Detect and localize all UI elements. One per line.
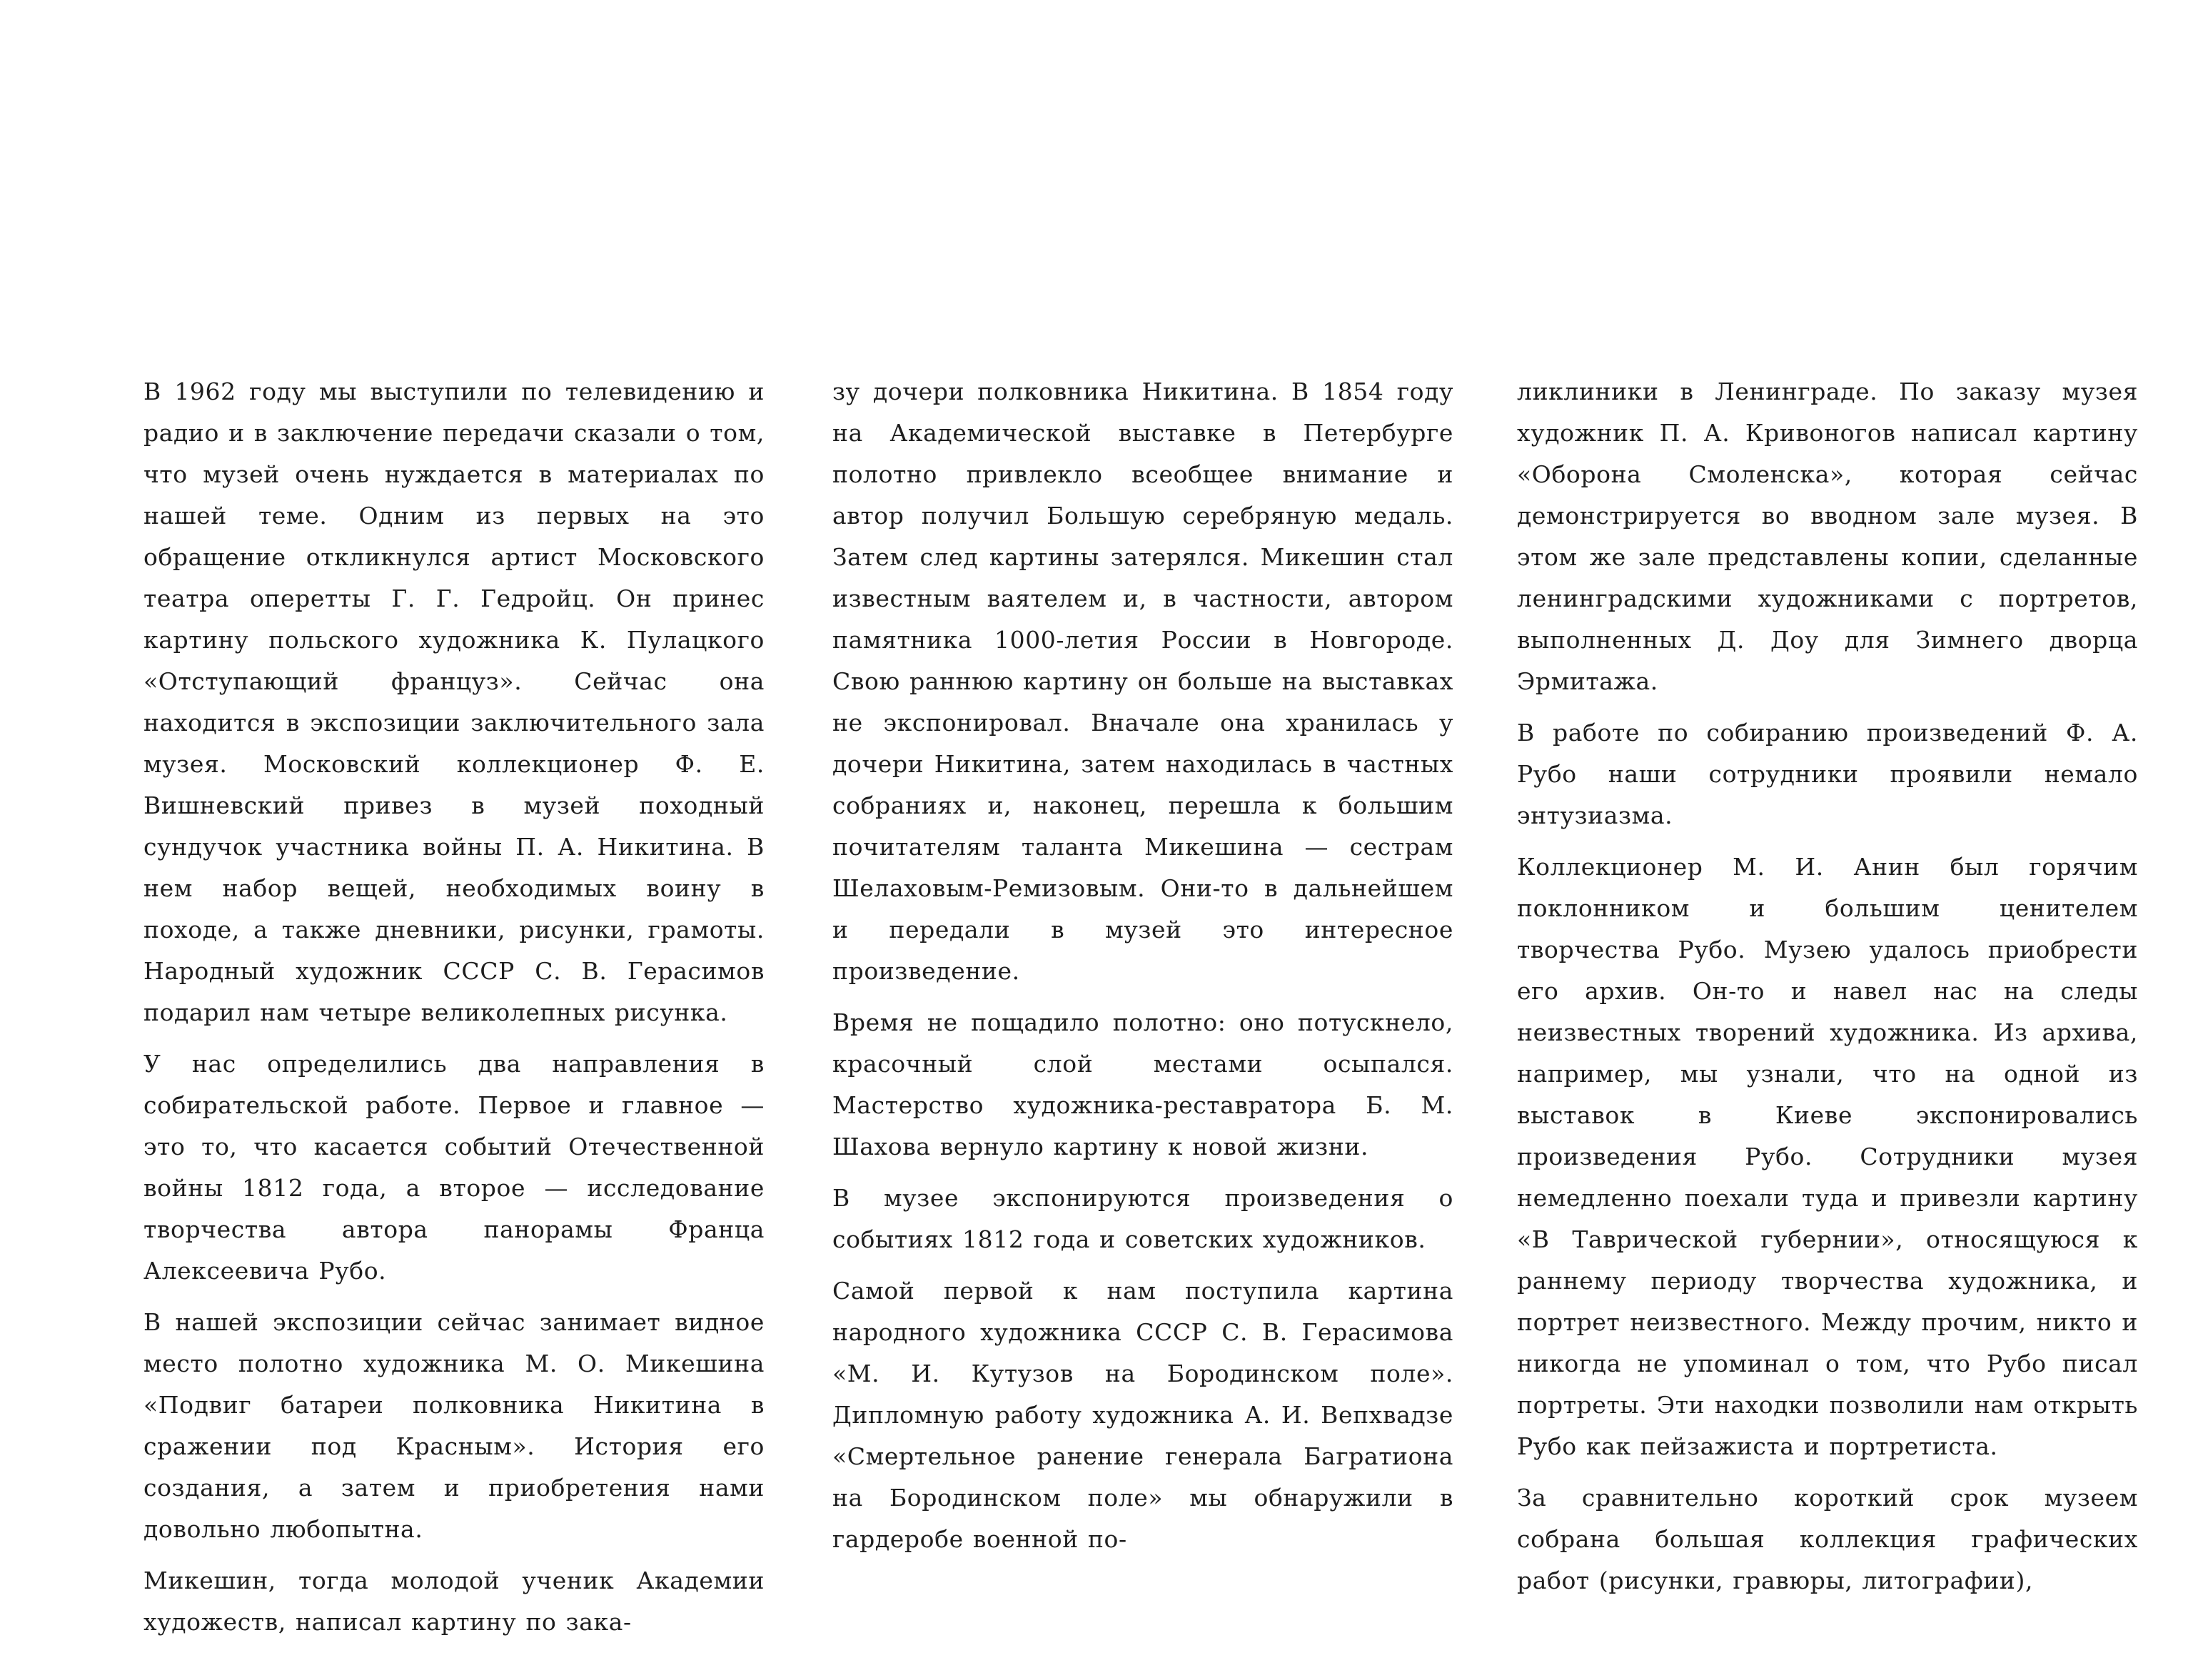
- text-column-2: [832, 371, 1453, 1560]
- text-column-3: [1517, 371, 2138, 1601]
- paragraph: ликлиники в Ленинграде. По заказу музея художник П. А. Кривоногов написал картину «Оборона Смоленска», которая сейчас демонстрируется во вводном зале музея. В этом же зале представлены копии, сделанные ленинградскими художниками с портретов, выполненных Д. Доу для Зимнего дворца Эрмитажа.: [1517, 378, 2138, 695]
- text-column-1: [143, 371, 765, 1643]
- paragraph: В музее экспонируются произведения о событиях 1812 года и советских художников.: [832, 1184, 1453, 1253]
- paragraph: В работе по собиранию произведений Ф. А. Рубо наши сотрудники проявили немало энтузиазма.: [1517, 719, 2138, 829]
- paragraph: Микешин, тогда молодой ученик Академии художеств, написал картину по зака-: [143, 1567, 765, 1636]
- paragraph: зу дочери полковника Никитина. В 1854 году на Академической выставке в Петербурге полотно привлекло всеобщее внимание и автор получил Большую серебряную медаль. Затем след картины затерялся. Микешин стал известным ваятелем и, в частности, автором памятника 1000-летия России в Новгороде. Свою раннюю картину он больше на выставках не экспонировал. Вначале она хранилась у дочери Никитина, затем находилась в частных собраниях и, наконец, перешла к большим почитателям таланта Микешина — сестрам Шелаховым-Ремизовым. Они-то в дальнейшем и передали в музей это интересное произведение.: [832, 378, 1453, 985]
- paragraph: В 1962 году мы выступили по телевидению и радио и в заключение передачи сказали о том, что музей очень нуждается в материалах по нашей теме. Одним из первых на это обращение откликнулся артист Московского театра оперетты Г. Г. Гедройц. Он принес картину польского художника К. Пулацкого «Отступающий француз». Сейчас она находится в экспозиции заключительного зала музея. Московский коллекционер Ф. Е. Вишневский привез в музей походный сундучок участника войны П. А. Никитина. В нем набор вещей, необходимых воину в походе, а также дневники, рисунки, грамоты. Народный художник СССР С. В. Герасимов подарил нам четыре великолепных рисунка.: [143, 378, 765, 1026]
- paragraph: В нашей экспозиции сейчас занимает видное место полотно художника М. О. Микешина «Подвиг батареи полковника Никитина в сражении под Красным». История его создания, а затем и приобретения нами довольно любопытна.: [143, 1308, 765, 1543]
- paragraph: У нас определились два направления в собирательской работе. Первое и главное — это то, что касается событий Отечественной войны 1812 года, а второе — исследование творчества автора панорамы Франца Алексеевича Рубо.: [143, 1050, 765, 1285]
- paragraph: Время не пощадило полотно: оно потускнело, красочный слой местами осыпался. Мастерство художника-реставратора Б. М. Шахова вернуло картину к новой жизни.: [832, 1008, 1453, 1160]
- paragraph: За сравнительно короткий срок музеем собрана большая коллекция графических работ (рисунки, гравюры, литографии),: [1517, 1484, 2138, 1594]
- paragraph: Самой первой к нам поступила картина народного художника СССР С. В. Герасимова «М. И. Кутузов на Бородинском поле». Дипломную работу художника А. И. Вепхвадзе «Смертельное ранение генерала Багратиона на Бородинском поле» мы обнаружили в гардеробе военной по-: [832, 1277, 1453, 1553]
- paragraph: Коллекционер М. И. Анин был горячим поклонником и большим ценителем творчества Рубо. Музею удалось приобрести его архив. Он-то и навел нас на следы неизвестных творений художника. Из архива, например, мы узнали, что на одной из выставок в Киеве экспонировались произведения Рубо. Сотрудники музея немедленно поехали туда и привезли картину «В Таврической губернии», относящуюся к раннему периоду творчества художника, и портрет неизвестного. Между прочим, никто и никогда не упоминал о том, что Рубо писал портреты. Эти находки позволили нам открыть Рубо как пейзажиста и портретиста.: [1517, 853, 2138, 1460]
